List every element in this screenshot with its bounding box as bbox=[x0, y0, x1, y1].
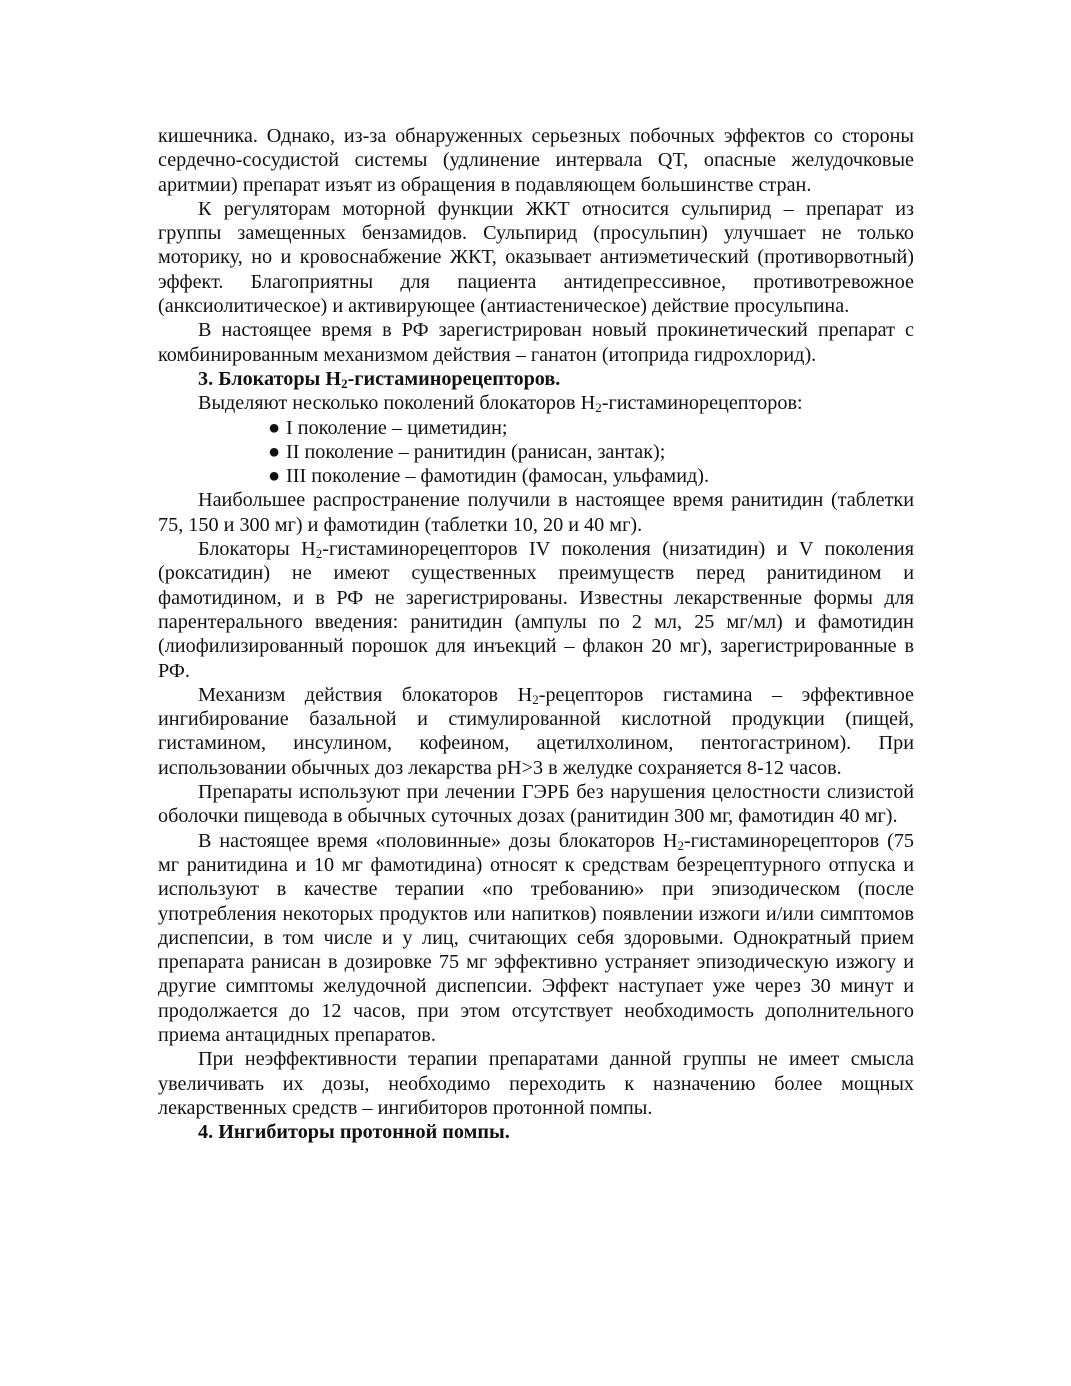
paragraph-sulpiride: К регуляторам моторной функции ЖКТ относится сульпирид – препарат из группы замещенных бензамидов. Сульпирид (просульпин) улучшает не только моторику, но и кровоснабжение ЖКТ, оказывает антиэметический (противорвотный) эффект. Благоприятны для пациента антидепрессивное, противотревожное (анксиолитическое) и активирующее (антиастеническое) действие просульпина. bbox=[158, 197, 914, 318]
document-page bbox=[158, 124, 914, 1144]
list-item-text: I поколение – циметидин; bbox=[286, 416, 508, 439]
paragraph-prokinetic-continued: кишечника. Однако, из-за обнаруженных серьезных побочных эффектов со стороны сердечно-сосудистой системы (удлинение интервала QT, опасные желудочковые аритмии) препарат изъят из обращения в подавляющем большинстве стран. bbox=[158, 125, 914, 196]
subscript: 2 bbox=[677, 837, 684, 853]
text-suffix: -гистаминорецепторов (75 мг ранитидина и 10 мг фамотидина) относят к средствам безрецептурного отпуска и используют в качестве терапии «по требованию» при эпизодическом (после употребления некоторых продуктов или напитков) появлении изжоги и/или симптомов диспепсии, в том числе и у лиц, считающих себя здоровыми. Однократный прием препарата ранисан в дозировке 75 мг эффективно устраняет эпизодическую изжогу и другие симптомы желудочной диспепсии. Эффект наступает уже через 30 минут и продолжается до 12 часов, при этом отсутствует необходимость дополнительного приема антацидных препаратов. bbox=[158, 829, 915, 1046]
section-heading-ppi: 4. Ингибиторы протонной помпы. bbox=[198, 1121, 510, 1144]
text-suffix: -рецепторов гистамина – эффективное ингибирование базальной и стимулированной кислотной продукции (пищей, гистамином, инсулином, кофеином, ацетилхолином, пентогастрином). При использовании обычных доз лекарства рН>3 в желудке сохраняется 8-12 часов. bbox=[158, 683, 915, 779]
list-item bbox=[268, 416, 914, 440]
subscript: 2 bbox=[595, 400, 602, 416]
subscript: 2 bbox=[315, 546, 323, 562]
list-item-text: III поколение – фамотидин (фамосан, ульфамид). bbox=[286, 465, 710, 488]
paragraph-generations-intro bbox=[158, 391, 914, 415]
paragraph-mechanism bbox=[158, 683, 914, 780]
paragraph-most-common: Наибольшее распространение получили в настоящее время ранитидин (таблетки 75, 150 и 300 мг) и фамотидин (таблетки 10, 20 и 40 мг). bbox=[158, 489, 914, 536]
paragraph-ineffectiveness: При неэффективности терапии препаратами данной группы не имеет смысла увеличивать их дозы, необходимо переходить к назначению более мощных лекарственных средств – ингибиторов протонной помпы. bbox=[158, 1048, 914, 1119]
list-item bbox=[268, 440, 914, 464]
text-prefix: Механизм действия блокаторов Н bbox=[198, 683, 533, 706]
text-suffix: -гистаминорецепторов: bbox=[601, 392, 803, 415]
list-item-text: II поколение – ранитидин (ранисан, зантак); bbox=[286, 440, 666, 463]
list-item bbox=[268, 464, 914, 488]
text-prefix: В настоящее время «половинные» дозы блокаторов Н bbox=[198, 829, 678, 852]
text-prefix: Выделяют несколько поколений блокаторов Н bbox=[198, 392, 596, 415]
heading-text-suffix: -гистаминорецепторов. bbox=[347, 367, 561, 390]
bullet-icon: ● bbox=[268, 465, 281, 488]
paragraph-gerd-usage: Препараты используют при лечении ГЭРБ без нарушения целостности слизистой оболочки пищевода в обычных суточных дозах (ранитидин 300 мг, фамотидин 40 мг). bbox=[158, 781, 914, 828]
generations-list bbox=[158, 416, 914, 489]
paragraph-iv-v-generations bbox=[158, 537, 914, 683]
text-prefix: Блокаторы Н bbox=[198, 538, 316, 561]
paragraph-ganaton: В настоящее время в РФ зарегистрирован новый прокинетический препарат с комбинированным механизмом действия – ганатон (итоприда гидрохлорид). bbox=[158, 319, 914, 366]
bullet-icon: ● bbox=[268, 416, 281, 439]
section-heading-h2-blockers bbox=[158, 367, 914, 391]
bullet-icon: ● bbox=[268, 440, 281, 463]
subscript: 2 bbox=[532, 691, 539, 707]
subscript: 2 bbox=[341, 375, 348, 391]
paragraph-half-doses bbox=[158, 829, 914, 1048]
heading-text-prefix: 3. Блокаторы Н bbox=[198, 367, 342, 390]
text-suffix: -гистаминорецепторов IV поколения (низатидин) и V поколения (роксатидин) не имеют существенных преимуществ перед ранитидином и фамотидином, и в РФ не зарегистрированы. Известны лекарственные формы для парентерального введения: ранитидин (ампулы по 2 мл, 25 мг/мл) и фамотидин (лиофилизированный порошок для инъекций – флакон 20 мг), зарегистрированные в РФ. bbox=[158, 538, 914, 682]
